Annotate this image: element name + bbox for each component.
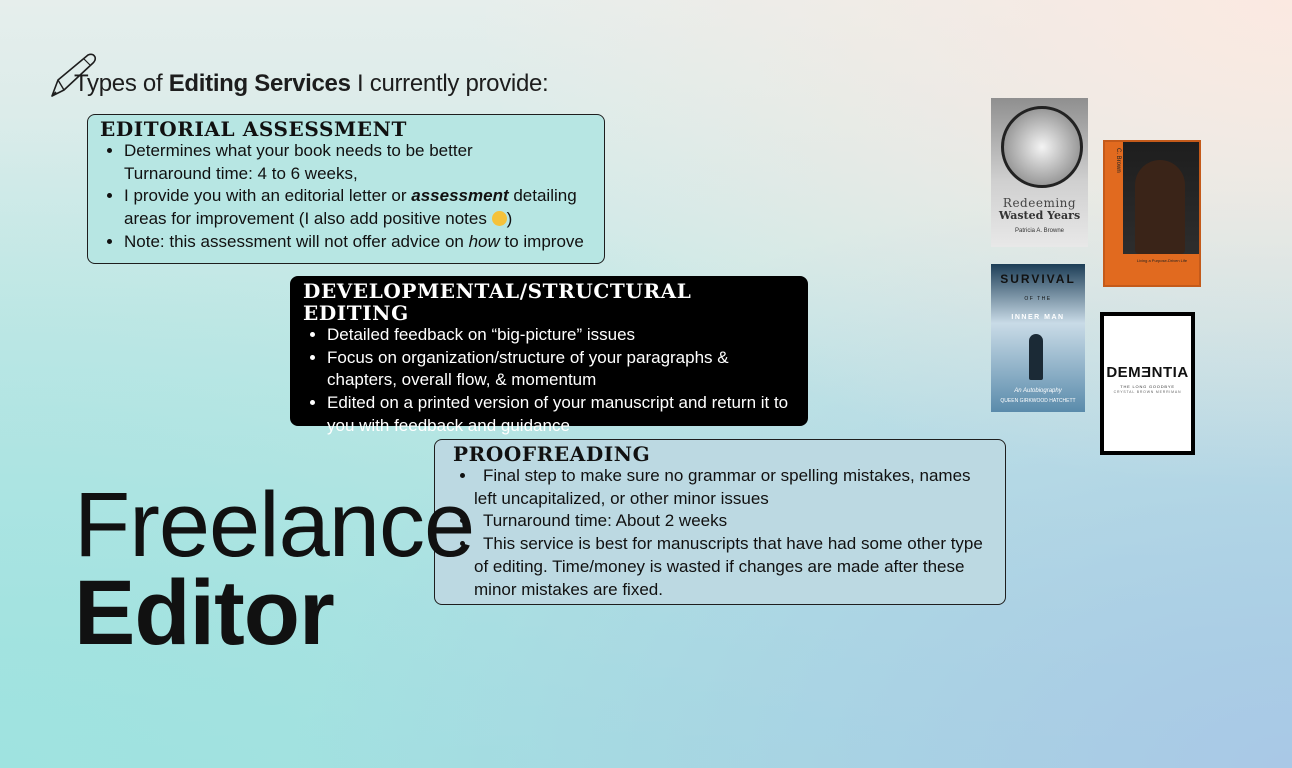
book-cover-orange	[1103, 140, 1201, 287]
developmental-editing-box	[290, 276, 808, 435]
developmental-editing-title: DEVELOPMENTAL/STRUCTURAL EDITING	[303, 279, 692, 325]
smiley-icon	[492, 211, 507, 226]
book-title: Redeeming	[1002, 196, 1077, 210]
book-label: An Autobiography	[1014, 388, 1062, 394]
figure-silhouette	[1029, 334, 1043, 380]
book-author: Patricia A. Browne	[1014, 228, 1065, 234]
list-item	[124, 185, 594, 230]
book-cover-survival-of-the-inner-man	[991, 264, 1085, 412]
book-title: SURVIVAL	[1000, 272, 1076, 286]
section-heading	[74, 70, 548, 98]
emphasis-text: how	[468, 231, 500, 251]
heading-suffix: I currently provide:	[350, 70, 549, 97]
person-image	[1135, 160, 1185, 254]
list-item-text: )	[506, 209, 513, 229]
heading-prefix: Types of	[74, 70, 169, 97]
book-subtitle: Wasted Years	[998, 209, 1081, 222]
list-item: • Focus on organization/structure of your paragraphs & chapters, overall flow, & momentum	[327, 347, 797, 392]
developmental-editing-list	[303, 324, 797, 438]
list-item-text: to improve	[499, 231, 584, 251]
book-subtitle: THE LONG GOODBYE	[1120, 384, 1175, 389]
title-line-1: Freelance	[74, 474, 475, 576]
list-item: • Detailed feedback on “big-picture” issues	[327, 324, 797, 347]
emphasis-text: assessment	[411, 186, 509, 206]
list-item-text: Note: this assessment will not offer advice on	[124, 231, 469, 251]
book-cover-redeeming-wasted-years	[991, 98, 1088, 247]
book-title: DEMƎNTIA	[1106, 364, 1189, 381]
list-item-text: detailing areas for improvement (I also add positive notes	[124, 186, 577, 229]
book-subtitle: INNER MAN	[1011, 314, 1065, 321]
list-item	[124, 231, 594, 254]
book-author: CRYSTAL BROWN MERRIMAN	[1113, 390, 1182, 394]
book-author: QUEEN GIRKWOOD HATCHETT	[1000, 398, 1076, 404]
list-item: • Edited on a printed version of your manuscript and return it to you with feedback and guidance	[327, 392, 797, 437]
list-item: • Final step to make sure no grammar or spelling mistakes, names left uncapitalized, or other minor issues	[460, 465, 995, 510]
proofreading-title: PROOFREADING	[453, 442, 651, 466]
title-line-2: Editor	[74, 562, 334, 664]
list-item-text: I provide you with an editorial letter or	[124, 186, 412, 206]
clock-icon	[1001, 106, 1083, 188]
list-item: • Turnaround time: About 2 weeks	[460, 510, 995, 533]
book-of-the: OF THE	[1024, 296, 1052, 302]
heading-bold: Editing Services	[168, 70, 351, 97]
editorial-assessment-title: EDITORIAL ASSESSMENT	[100, 117, 407, 141]
list-item	[100, 163, 594, 186]
list-item-text: Turnaround time: 4 to 6 weeks,	[124, 163, 358, 183]
book-cover-dementia	[1100, 312, 1195, 455]
editorial-assessment-list	[100, 140, 594, 254]
book-spine-text: C. Brown	[1115, 148, 1121, 173]
editorial-assessment-box	[87, 114, 605, 264]
list-item: • Determines what your book needs to be better	[124, 140, 594, 163]
list-item: • This service is best for manuscripts that have had some other type of editing. Time/money is wasted if changes are made after these minor mistakes are fixed.	[460, 533, 995, 601]
page-title	[74, 474, 475, 664]
proofreading-box	[434, 439, 1006, 605]
book-tagline: Living a Purpose-Driven Life	[1136, 258, 1188, 263]
proofreading-list	[453, 465, 995, 601]
